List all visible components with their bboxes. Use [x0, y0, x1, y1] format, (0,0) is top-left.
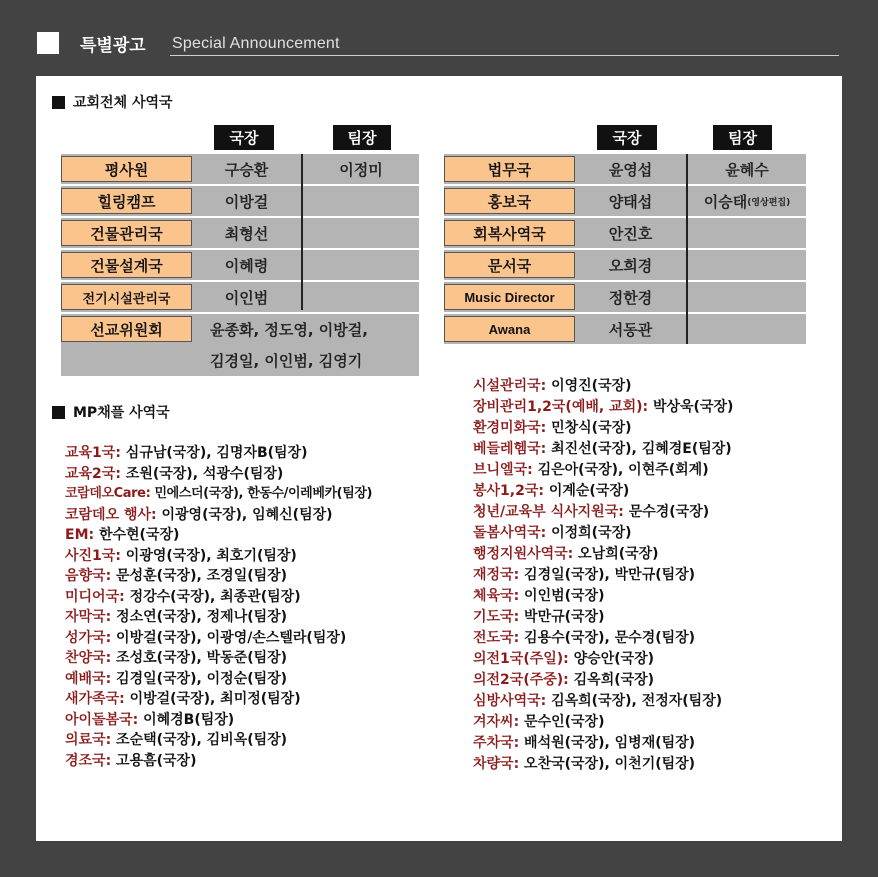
leader-name: 이정미: [339, 160, 383, 179]
list-item: 미디어국: 정강수(국장), 최종관(팀장): [65, 588, 301, 605]
leader-name: [688, 314, 806, 344]
list-item: 시설관리국: 이영진(국장): [473, 378, 632, 394]
dept-label: 건물관리국: [61, 220, 192, 246]
dept-label: 법무국: [444, 156, 575, 182]
director-name: 이방걸: [224, 192, 269, 211]
list-item: 봉사1,2국: 이계순(국장): [473, 483, 630, 499]
list-item: 자막국: 정소연(국장), 정제나(팀장): [65, 609, 288, 625]
list-item: 겨자씨: 문수인(국장): [473, 714, 605, 730]
list-item: 기도국: 박만규(국장): [473, 609, 605, 625]
right-leader-head: 팀장: [713, 125, 772, 150]
list-item: 코람데오 행사: 이광영(국장), 임혜신(팀장): [65, 506, 333, 523]
dept-label: 전기시설관리국: [61, 284, 192, 310]
dept-label: Awana: [444, 316, 575, 342]
leader-name: [303, 186, 419, 216]
leader-name: 이승태 (영상편집): [703, 192, 791, 211]
list-item: 행정지원사역국: 오남희(국장): [473, 546, 659, 562]
list-item: 의료국: 조순택(국장), 김비옥(팀장): [65, 732, 288, 748]
list-item: 새가족국: 이방걸(국장), 최미정(팀장): [65, 691, 301, 707]
list-item: 사진1국: 이광영(국장), 최호기(팀장): [65, 547, 297, 564]
list-item: 차량국: 오찬국(국장), 이천기(팀장): [473, 756, 696, 772]
list-item: 성가국: 이방걸(국장), 이광영/손스텔라(팀장): [65, 629, 347, 646]
list-item: 교육2국: 조원(국장), 석광수(팀장): [65, 465, 284, 482]
right-director-head: 국장: [597, 125, 657, 150]
leader-name: [303, 282, 419, 312]
director-name: 서동관: [608, 320, 653, 339]
list-item: 환경미화국: 민창식(국장): [473, 420, 632, 436]
list-item: 의전2국(주중): 김옥희(국장): [473, 672, 655, 688]
mission-members-line1: 윤종화, 정도영, 이방걸,: [210, 320, 368, 339]
director-name: 양태섭: [608, 192, 653, 211]
director-name: 최형선: [224, 224, 269, 243]
header-title: 특별광고: [80, 36, 146, 56]
header-square-icon: [37, 32, 59, 54]
director-name: 오희경: [608, 256, 653, 275]
director-name: 이인범: [224, 288, 269, 307]
dept-label: Music Director: [444, 284, 575, 310]
leader-note: (영상편집): [747, 197, 791, 208]
list-item: 심방사역국: 김옥희(국장), 전정자(팀장): [473, 693, 723, 709]
list-item: 경조국: 고용흠(국장): [65, 752, 197, 769]
list-item: EM: 한수현(국장): [65, 527, 180, 543]
mp-section-title: MP채플 사역국: [52, 402, 170, 422]
dept-label: 힐링캠프: [61, 188, 192, 214]
list-item: 청년/교육부 식사지원국: 문수경(국장): [473, 504, 710, 520]
dept-label: 평사원: [61, 156, 192, 182]
list-item: 교육1국: 심규남(국장), 김명자B(팀장): [65, 445, 308, 461]
list-item: 주차국: 배석원(국장), 임병재(팀장): [473, 735, 696, 751]
list-item: 전도국: 김용수(국장), 문수경(팀장): [473, 630, 696, 646]
dept-label: 선교위원회: [61, 316, 192, 342]
leader-name: [303, 250, 419, 280]
list-item: 찬양국: 조성호(국장), 박동준(팀장): [65, 650, 288, 666]
section-square-icon: [52, 406, 65, 419]
list-item: 체육국: 이인범(국장): [473, 588, 605, 604]
leader-name: [303, 218, 419, 248]
dept-label: 회복사역국: [444, 220, 575, 246]
list-item: 베들레헴국: 최진선(국장), 김혜경E(팀장): [473, 441, 732, 457]
leader-name: [688, 250, 806, 280]
director-name: 안진호: [608, 224, 653, 243]
section-square-icon: [52, 96, 65, 109]
director-name: 정한경: [608, 288, 653, 307]
list-item: 브니엘국: 김은아(국장), 이현주(회계): [473, 462, 709, 478]
header-divider: [170, 55, 839, 56]
dept-label: 건물설계국: [61, 252, 192, 278]
list-item: 장비관리1,2국(예배, 교회): 박상욱(국장): [473, 399, 734, 415]
dept-label: 문서국: [444, 252, 575, 278]
list-item: 돌봄사역국: 이정희(국장): [473, 525, 632, 541]
director-name: 구승환: [224, 160, 269, 179]
mission-members-line2: 김경일, 이인범, 김영기: [210, 351, 363, 370]
leader-name: [688, 218, 806, 248]
leader-name: [688, 282, 806, 312]
list-item: 예배국: 김경일(국장), 이정순(팀장): [65, 670, 288, 687]
left-director-head: 국장: [214, 125, 274, 150]
list-item: 의전1국(주일): 양승안(국장): [473, 651, 655, 667]
director-name: 이혜령: [224, 256, 269, 275]
director-name: 윤영섭: [608, 160, 653, 179]
leader-name: 윤혜수: [725, 160, 769, 179]
left-leader-head: 팀장: [333, 125, 391, 150]
list-item: 음향국: 문성훈(국장), 조경일(팀장): [65, 568, 288, 584]
header-subtitle: Special Announcement: [172, 35, 340, 52]
church-section-title: 교회전체 사역국: [52, 92, 173, 112]
dept-label: 홍보국: [444, 188, 575, 214]
list-item: 재정국: 김경일(국장), 박만규(팀장): [473, 567, 696, 583]
list-item: 코람데오Care: 민에스더(국장), 한동수/이레베카(팀장): [65, 486, 373, 501]
list-item: 아이돌봄국: 이혜경B(팀장): [65, 711, 235, 728]
